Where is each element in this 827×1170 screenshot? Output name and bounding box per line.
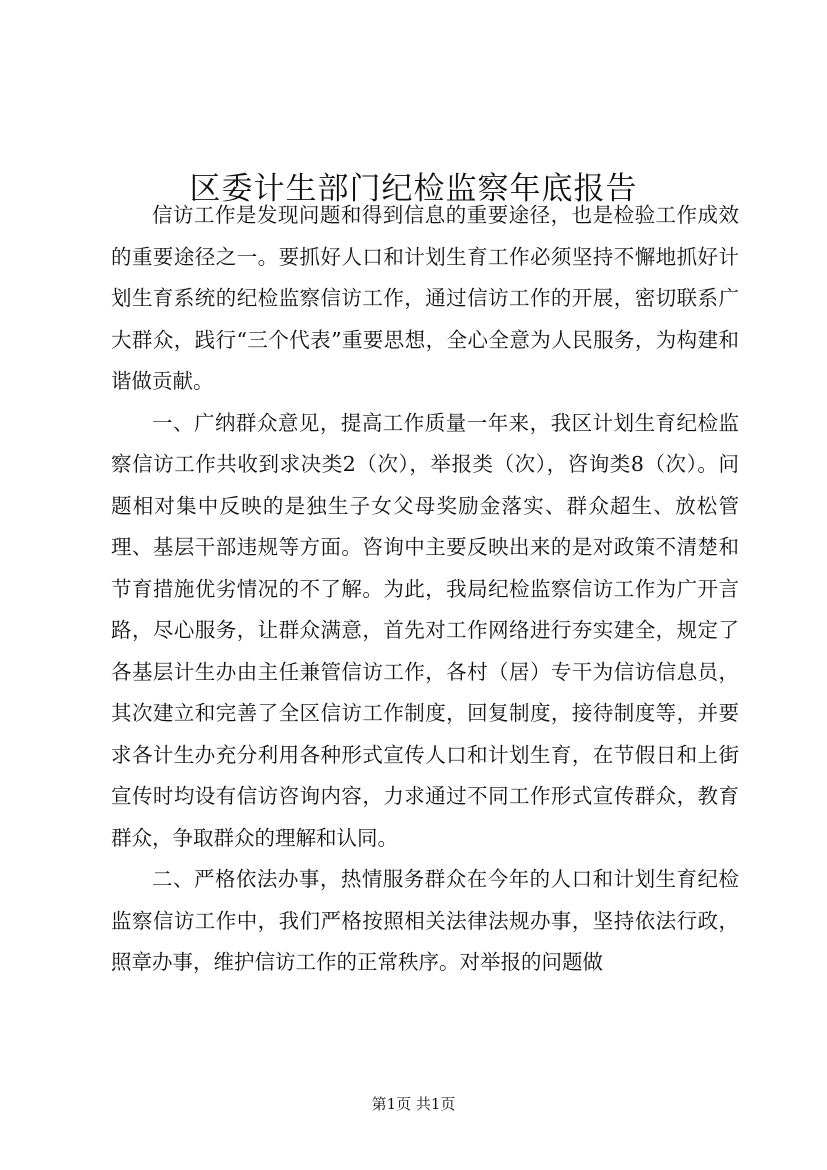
document-title: 区委计生部门纪检监察年底报告	[189, 170, 638, 207]
page-number-footer: 第1页 共1页	[371, 1095, 456, 1113]
paragraph-section-two: 二、严格依法办事，热情服务群众在今年的人口和计划生育纪检监察信访工作中，我们严格按照相关法律法规办事，坚持依法行政，照章办事，维护信访工作的正常秩序。对举报的问题做	[111, 867, 739, 974]
document-body	[111, 195, 739, 984]
paragraph-intro: 信访工作是发现问题和得到信息的重要途径，也是检验工作成效的重要途径之一。要抓好人口和计划生育工作必须坚持不懈地抓好计划生育系统的纪检监察信访工作，通过信访工作的开展，密切联系广大群众，践行“三个代表”重要思想，全心全意为人民服务，为构建和谐做贡献。	[111, 203, 739, 393]
paragraph-section-one: 一、广纳群众意见，提高工作质量一年来，我区计划生育纪检监察信访工作共收到求决类2（次），举报类（次），咨询类8（次）。问题相对集中反映的是独生子女父母奖励金落实、群众超生、放松管理、基层干部违规等方面。咨询中主要反映出来的是对政策不清楚和节育措施优劣情况的不了解。为此，我局纪检监察信访工作为广开言路，尽心服务，让群众满意，首先对工作网络进行夯实建全，规定了各基层计生办由主任兼管信访工作，各村（居）专干为信访信息员，其次建立和完善了全区信访工作制度，回复制度，接待制度等，并要求各计生办充分利用各种形式宣传人口和计划生育，在节假日和上街宣传时均设有信访咨询内容，力求通过不同工作形式宣传群众，教育群众，争取群众的理解和认同。	[111, 410, 739, 850]
